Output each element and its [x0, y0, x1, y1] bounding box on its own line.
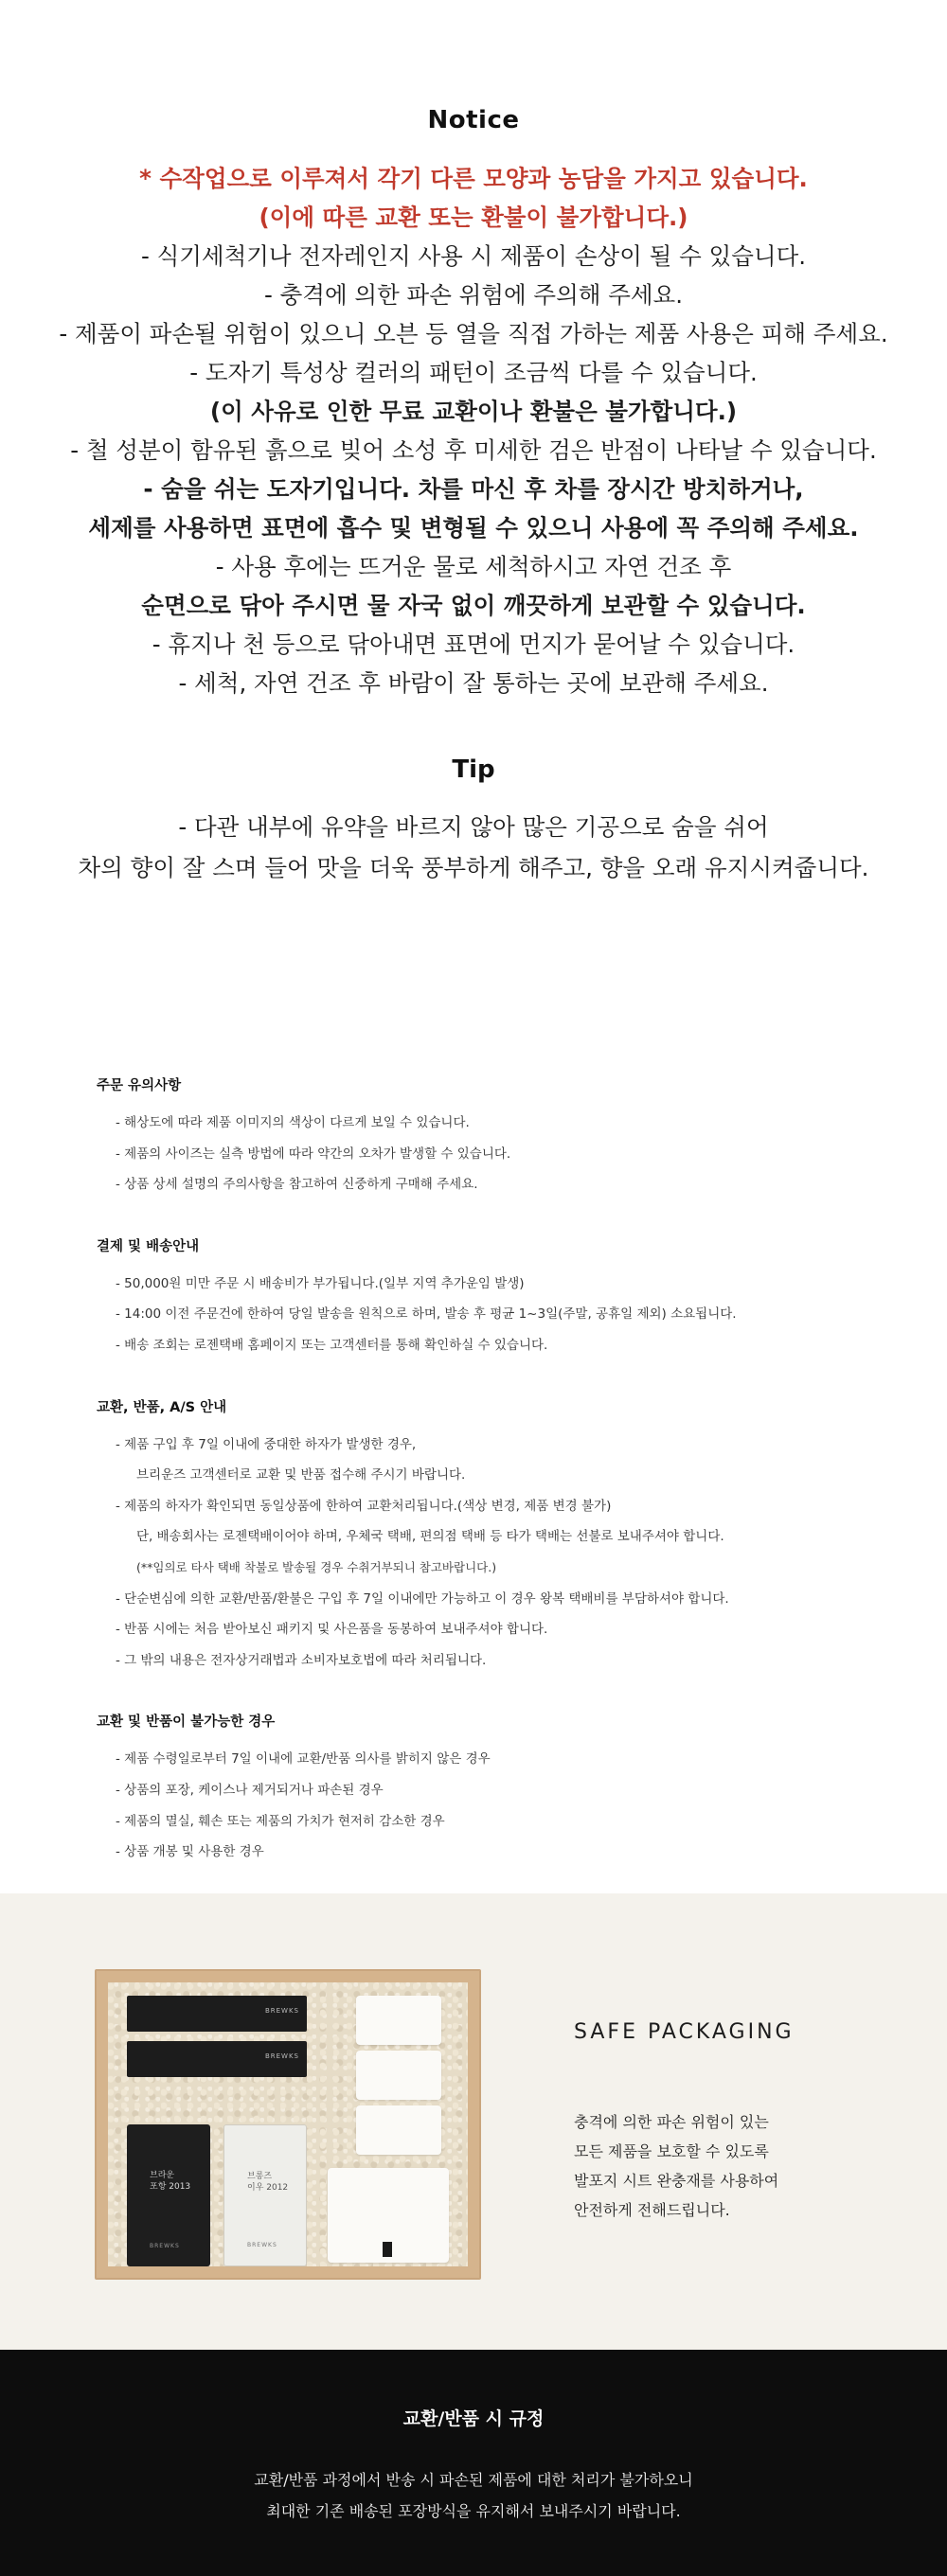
- packaging-desc-line: 모든 제품을 보호할 수 있도록: [574, 2142, 769, 2160]
- folded-cloth: [356, 2105, 441, 2155]
- notice-line: - 충격에 의한 파손 위험에 주의해 주세요.: [263, 281, 684, 309]
- tin-label-line: 브롱즈: [247, 2172, 273, 2181]
- list-item: - 단순변심에 의한 교환/반품/환불은 구입 후 7일 이내에만 가능하고 이 경우 왕복 택배비를 부담하셔야 합니다.: [116, 1590, 729, 1607]
- list-item: 브리운즈 고객센터로 교환 및 반품 접수해 주시기 바랍니다.: [136, 1467, 466, 1483]
- notice-line: - 숨을 쉬는 도자기입니다. 차를 마신 후 차를 장시간 방치하거나,: [143, 475, 804, 503]
- black-tea-tin: [127, 2124, 210, 2266]
- footer-title: 교환/반품 시 규정: [402, 2408, 545, 2429]
- unavailable-title: 교환 및 반품이 불가능한 경우: [97, 1714, 276, 1731]
- list-item: - 50,000원 미만 주문 시 배송비가 부가됩니다.(일부 지역 추가운임 발생): [116, 1275, 525, 1291]
- notice-line: - 도자기 특성상 컬러의 패턴이 조금씩 다를 수 있습니다.: [189, 359, 758, 386]
- folded-cloth: [356, 1996, 441, 2045]
- order-notice-title: 주문 유의사항: [97, 1078, 182, 1093]
- tin-label-line: 이우 2012: [247, 2183, 289, 2193]
- list-item: - 제품의 사이즈는 실측 방법에 따라 약간의 오차가 발생할 수 있습니다.: [116, 1146, 511, 1162]
- tin-label-line: 브라운: [150, 2171, 175, 2180]
- tin-label-line: 포항 2013: [150, 2182, 191, 2192]
- packaging-description: [574, 2107, 778, 2225]
- return-policy-footer: [0, 2350, 947, 2576]
- white-tea-tin: [223, 2124, 307, 2266]
- list-item: - 제품 수령일로부터 7일 이내에 교환/반품 의사를 밝히지 않은 경우: [116, 1751, 491, 1768]
- notice-line: * 수작업으로 이루져서 각기 다른 모양과 농담을 가지고 있습니다.: [139, 165, 808, 192]
- packaging-photo: [95, 1969, 481, 2280]
- tip-title: Tip: [452, 755, 495, 784]
- notice-line: - 철 성분이 함유된 흙으로 빚어 소성 후 미세한 검은 반점이 나타날 수 있습니다.: [70, 436, 877, 464]
- list-item: - 배송 조회는 로젠택배 홈페이지 또는 고객센터를 통해 확인하실 수 있습니다.: [116, 1337, 548, 1353]
- list-item: - 제품의 멸실, 훼손 또는 제품의 가치가 현저히 감소한 경우: [116, 1813, 445, 1829]
- packaging-title: SAFE PACKAGING: [574, 2020, 795, 2044]
- stick-label: BREWKS: [264, 2007, 299, 2015]
- notice-line: - 세척, 자연 건조 후 바람이 잘 통하는 곳에 보관해 주세요.: [178, 669, 769, 697]
- list-item: - 반품 시에는 처음 받아보신 패키지 및 사은품을 동봉하여 보내주셔야 합니다.: [116, 1622, 548, 1638]
- tip-section: [0, 755, 947, 888]
- cloth-tag: [383, 2242, 392, 2257]
- folded-cloth: [356, 2051, 441, 2100]
- packaging-box-interior: [108, 1982, 468, 2266]
- notice-line: 순면으로 닦아 주시면 물 자국 없이 깨끗하게 보관할 수 있습니다.: [141, 592, 806, 619]
- black-stick-box: [127, 2041, 307, 2077]
- list-item: - 해상도에 따라 제품 이미지의 색상이 다르게 보일 수 있습니다.: [116, 1115, 470, 1130]
- list-item: - 제품 구입 후 7일 이내에 중대한 하자가 발생한 경우,: [116, 1436, 417, 1452]
- stick-label: BREWKS: [264, 2052, 299, 2060]
- footer-line: 최대한 기존 배송된 포장방식을 유지해서 보내주시기 바랍니다.: [266, 2502, 681, 2520]
- tip-line: 차의 향이 잘 스며 들어 맛을 더욱 풍부하게 해주고, 향을 오래 유지시켜줍니다.: [78, 854, 869, 881]
- list-item: - 그 밖의 내용은 전자상거래법과 소비자보호법에 따라 처리됩니다.: [116, 1652, 487, 1668]
- list-item: - 상품 상세 설명의 주의사항을 참고하여 신중하게 구매해 주세요.: [116, 1177, 478, 1193]
- policy-section: [97, 1075, 873, 1904]
- order-notice-block: [97, 1075, 873, 1200]
- notice-line: - 제품이 파손될 위험이 있으니 오븐 등 열을 직접 가하는 제품 사용은 피해 주세요.: [59, 320, 888, 347]
- shipping-block: [97, 1236, 873, 1361]
- list-item: - 14:00 이전 주문건에 한하여 당일 발송을 원칙으로 하며, 발송 후 평균 1~3일(주말, 공휴일 제외) 소요됩니다.: [116, 1306, 737, 1323]
- notice-line: - 식기세척기나 전자레인지 사용 시 제품이 손상이 될 수 있습니다.: [140, 242, 807, 270]
- packaging-desc-line: 발포지 시트 완충재를 사용하여: [574, 2172, 779, 2190]
- list-item: (**임의로 타사 택배 착불로 발송될 경우 수취거부되니 참고바랍니다.): [136, 1559, 497, 1574]
- tin-brand: BREWKS: [247, 2242, 277, 2248]
- footer-line: 교환/반품 과정에서 반송 시 파손된 제품에 대한 처리가 불가하오니: [254, 2471, 693, 2489]
- notice-line: - 휴지나 천 등으로 닦아내면 표면에 먼지가 묻어날 수 있습니다.: [152, 631, 795, 658]
- exchange-title: 교환, 반품, A/S 안내: [97, 1399, 227, 1415]
- tin-brand: BREWKS: [150, 2243, 180, 2249]
- notice-section: [0, 106, 947, 702]
- notice-line: (이 사유로 인한 무료 교환이나 환불은 불가합니다.): [209, 398, 738, 425]
- notice-line: - 사용 후에는 뜨거운 물로 세척하시고 자연 건조 후: [215, 553, 732, 580]
- packaging-desc-line: 안전하게 전해드립니다.: [574, 2201, 730, 2219]
- packaging-section: [0, 1893, 947, 2350]
- packaging-desc-line: 충격에 의한 파손 위험이 있는: [574, 2113, 769, 2131]
- list-item: 단, 배송회사는 로젠택배이어야 하며, 우체국 택배, 편의점 택배 등 타가 택배는 선불로 보내주셔야 합니다.: [136, 1529, 724, 1545]
- folded-cloth: [328, 2168, 449, 2263]
- shipping-title: 결제 및 배송안내: [97, 1238, 200, 1254]
- unavailable-block: [97, 1712, 873, 1867]
- black-stick-box: [127, 1996, 307, 2032]
- list-item: - 제품의 하자가 확인되면 동일상품에 한하여 교환처리됩니다.(색상 변경, 제품 변경 불가): [116, 1498, 612, 1514]
- list-item: - 상품 개봉 및 사용한 경우: [116, 1844, 264, 1860]
- exchange-block: [97, 1397, 873, 1677]
- notice-title: Notice: [427, 106, 520, 134]
- notice-line: 세제를 사용하면 표면에 흡수 및 변형될 수 있으니 사용에 꼭 주의해 주세요.: [88, 514, 859, 542]
- list-item: - 상품의 포장, 케이스나 제거되거나 파손된 경우: [116, 1782, 384, 1798]
- notice-line: (이에 따른 교환 또는 환불이 불가합니다.): [259, 204, 688, 231]
- tip-line: - 다관 내부에 유약을 바르지 않아 많은 기공으로 숨을 쉬어: [178, 813, 769, 841]
